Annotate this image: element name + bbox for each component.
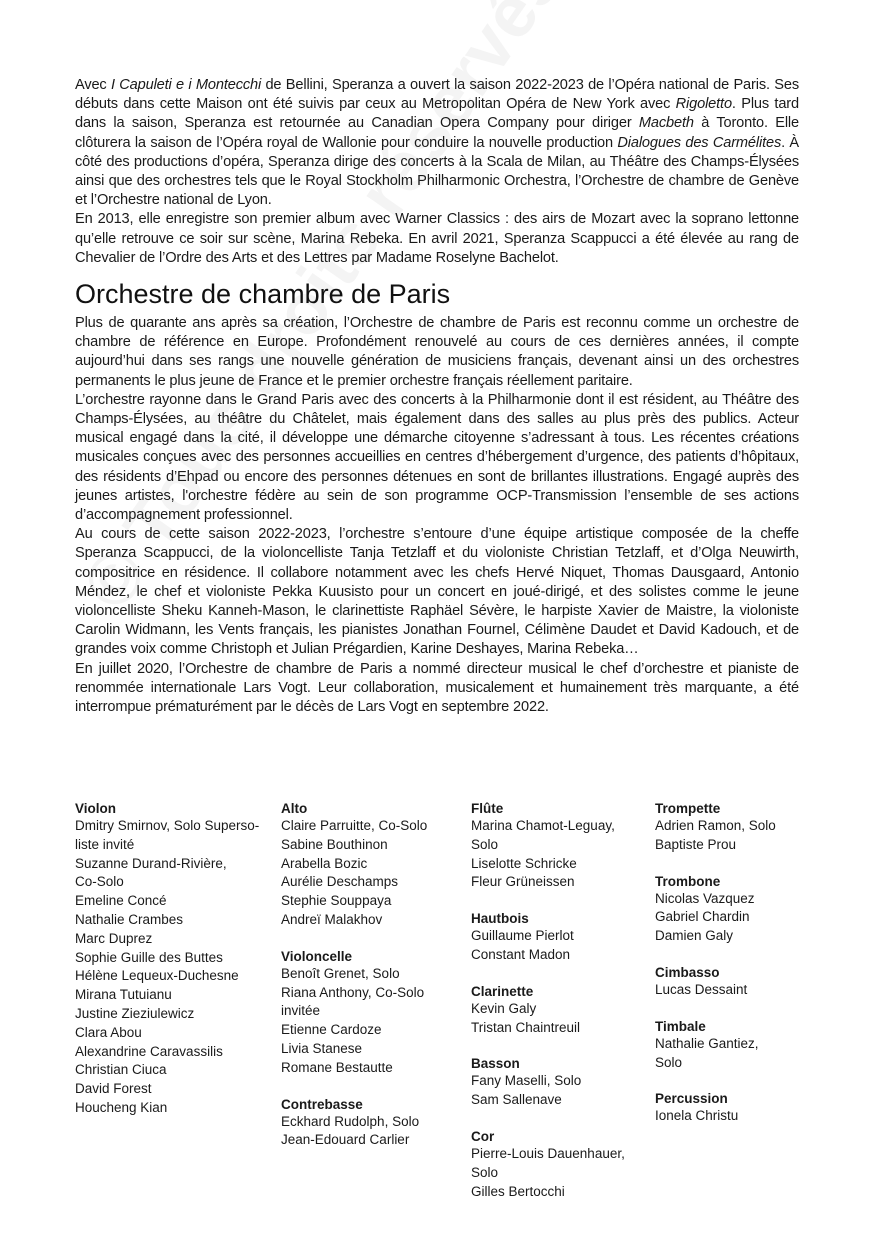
- musician-name: Andreï Malakhov: [281, 911, 383, 927]
- section-group: [471, 910, 651, 965]
- section-group: [281, 1096, 466, 1151]
- section-group: [655, 1018, 835, 1073]
- musician-name: Claire Parruitte, Co-Solo: [281, 818, 428, 833]
- section-heading: Timbale: [655, 1018, 706, 1034]
- musician-name: Ionela Christu: [655, 1108, 739, 1124]
- section-group: [471, 983, 651, 1038]
- musician-name: invitée: [281, 1003, 321, 1019]
- musician-name: Benoît Grenet, Solo: [281, 965, 400, 981]
- section-group: [655, 1090, 835, 1126]
- musician-name: Constant Madon: [471, 946, 571, 962]
- musician-name: Tristan Chaintreuil: [471, 1019, 581, 1035]
- musician-name: Gabriel Chardin: [655, 909, 750, 925]
- musician-name: Lucas Dessaint: [655, 981, 748, 997]
- musician-name: Hélène Lequeux-Duchesne: [75, 968, 239, 984]
- section-heading: Flûte: [471, 801, 504, 816]
- musician-name: Marc Duprez: [75, 930, 153, 946]
- musician-name: Justine Zieziulewicz: [75, 1005, 195, 1021]
- musician-name: Baptiste Prou: [655, 836, 737, 852]
- roster-column: [471, 800, 651, 1219]
- musician-name: Solo: [471, 1164, 499, 1180]
- musician-name: Sabine Bouthinon: [281, 836, 388, 852]
- orchestra-roster: [75, 800, 835, 1199]
- section-heading: Percussion: [655, 1091, 728, 1107]
- musician-name: Adrien Ramon, Solo: [655, 818, 776, 833]
- section-paragraph: L’orchestre rayonne dans le Grand Paris avec des concerts à la Philharmonie dont il est résident, au Théâtre des Champs-Élysées, au théâtre du Châtelet, mais également dans des salles au plus près des publics. Acteur musical engagé dans la cité, il développe une démarche citoyenne s’adressant à tous. Les récentes créations musicales conçues avec des personnes accueillies en centres d’hébergement d’urgence, des patients d’hôpitaux, des résidents d’Ehpad ou encore des personnes détenues en sont de brillantes illustrations. Engagé auprès des jeunes artistes, l'orchestre fédère au sein de son programme OCP-Transmission l’ensemble de ses actions d’accompagnement professionnel.: [75, 391, 799, 524]
- musician-name: Stephie Souppaya: [281, 893, 392, 909]
- section-heading: Hautbois: [471, 911, 529, 927]
- musician-name: Dmitry Smirnov, Solo Superso-: [75, 818, 260, 833]
- section-group: [75, 800, 275, 1118]
- document-page: [75, 76, 799, 717]
- section-title: Orchestre de chambre de Paris: [75, 279, 451, 310]
- musician-name: Guillaume Pierlot: [471, 928, 574, 944]
- section-group: [655, 800, 835, 855]
- musician-name: Damien Galy: [655, 928, 734, 944]
- musician-name: Kevin Galy: [471, 1000, 537, 1016]
- musician-name: Suzanne Durand-Rivière,: [75, 855, 227, 871]
- musician-name: Solo: [655, 1054, 683, 1070]
- section-paragraph: En juillet 2020, l’Orchestre de chambre de Paris a nommé directeur musical le chef d’orchestre et pianiste de renommée internationale Lars Vogt. Leur collaboration, musicalement et humainement très marquante, a été interrompue prématurément par le décès de Lars Vogt en septembre 2022.: [75, 660, 799, 716]
- section-heading: Cor: [471, 1128, 495, 1144]
- musician-name: Houcheng Kian: [75, 1099, 168, 1115]
- musician-name: Gilles Bertocchi: [471, 1183, 565, 1199]
- musician-name: David Forest: [75, 1081, 152, 1097]
- musician-name: Aurélie Deschamps: [281, 874, 399, 890]
- roster-column: [655, 800, 835, 1144]
- musician-name: Romane Bestautte: [281, 1059, 393, 1075]
- section-heading: Trompette: [655, 801, 721, 816]
- musician-name: Nathalie Crambes: [75, 911, 184, 927]
- section-heading: Trombone: [655, 873, 721, 889]
- musician-name: Sam Sallenave: [471, 1092, 562, 1108]
- musician-name: Clara Abou: [75, 1024, 142, 1040]
- section-group: [655, 873, 835, 946]
- section-group: [471, 800, 651, 892]
- musician-name: Mirana Tutuianu: [75, 987, 172, 1003]
- musician-name: Solo: [471, 836, 499, 852]
- section-heading: Alto: [281, 801, 308, 816]
- musician-name: Riana Anthony, Co-Solo: [281, 984, 425, 1000]
- section-heading: Violoncelle: [281, 948, 353, 964]
- section-heading: Contrebasse: [281, 1096, 363, 1112]
- section-group: [471, 1055, 651, 1110]
- musician-name: Alexandrine Caravassilis: [75, 1043, 223, 1059]
- musician-name: Christian Ciuca: [75, 1062, 167, 1078]
- musician-name: Fleur Grüneissen: [471, 874, 575, 890]
- musician-name: Marina Chamot-Leguay,: [471, 818, 615, 833]
- roster-column: [281, 800, 466, 1168]
- musician-name: Pierre-Louis Dauenhauer,: [471, 1145, 625, 1161]
- musician-name: Sophie Guille des Buttes: [75, 949, 223, 965]
- musician-name: Nathalie Gantiez,: [655, 1035, 759, 1051]
- section-group: [281, 948, 466, 1078]
- section-group: [471, 1128, 651, 1201]
- section-paragraph: Plus de quarante ans après sa création, l’Orchestre de chambre de Paris est reconnu comme un orchestre de chambre de référence en Europe. Profondément renouvelé au cours de ces dernières années, il compte aujourd’hui dans ses rangs une nouvelle génération de musiciens français, devenant ainsi un des orchestres permanents le plus jeune de France et le premier orchestre français réellement paritaire.: [75, 315, 799, 389]
- musician-name: Co-Solo: [75, 874, 124, 890]
- musician-name: Etienne Cardoze: [281, 1022, 382, 1038]
- section-heading: Cimbasso: [655, 964, 720, 980]
- intro-paragraph-1: Avec I Capuleti e i Montecchi de Bellini, Speranza a ouvert la saison 2022-2023 de l’Opéra national de Paris. Ses débuts dans cette Maison ont été suivis par ceux au Metropolitan Opéra de New York avec Rigoletto. Plus tard dans la saison, Speranza est retournée au Canadian Opera Company pour diriger Macbeth à Toronto. Elle clôturera la saison de l’Opéra royal de Wallonie pour conduire la nouvelle production Dialogues des Carmélites. À côté des productions d’opéra, Speranza dirige des concerts à la Scala de Milan, au Théâtre des Champs-Élysées ainsi que des orchestres tels que le Royal Stockholm Philharmonic Orchestra, l’Orchestre de chambre de Genève et l’Orchestre national de Lyon.: [75, 77, 799, 209]
- section-paragraph: Au cours de cette saison 2022-2023, l’orchestre s’entoure d’une équipe artistique composée de la cheffe Speranza Scappucci, de la violoncelliste Tanja Tetzlaff et du violoniste Christian Tetzlaff, et d’Olga Neuwirth, compositrice en résidence. Il collabore notamment avec les chefs Hervé Niquet, Thomas Dausgaard, Antonio Méndez, le chef et violoniste Pekka Kuusisto pour un concert en joué-dirigé, et des solistes comme le jeune violoncelliste Sheku Kanneh-Mason, le clarinettiste Raphäel Sévère, le harpiste Xavier de Maistre, la violoniste Carolin Widmann, les Vents français, les pianistes Jonathan Fournel, Célimène Daudet et David Kadouch, et de grandes voix comme Christoph et Julian Prégardien, Karine Deshayes, Marina Rebeka…: [75, 526, 799, 658]
- roster-column: [75, 800, 275, 1136]
- section-heading: Clarinette: [471, 983, 534, 999]
- section-group: [281, 800, 466, 930]
- musician-name: Emeline Concé: [75, 893, 167, 909]
- musician-name: liste invité: [75, 836, 135, 852]
- musician-name: Livia Stanese: [281, 1040, 363, 1056]
- intro-paragraph-2: En 2013, elle enregistre son premier album avec Warner Classics : des airs de Mozart avec la soprano lettonne qu’elle retrouve ce soir sur scène, Marina Rebeka. En avril 2021, Speranza Scappucci a été élevée au rang de Chevalier de l’Ordre des Arts et des Lettres par Madame Roselyne Bachelot.: [75, 211, 799, 266]
- section-heading: Basson: [471, 1056, 520, 1072]
- section-group: [655, 964, 835, 1000]
- musician-name: Nicolas Vazquez: [655, 890, 755, 906]
- musician-name: Liselotte Schricke: [471, 855, 577, 871]
- musician-name: Fany Maselli, Solo: [471, 1073, 582, 1089]
- musician-name: Eckhard Rudolph, Solo: [281, 1113, 420, 1129]
- section-heading: Violon: [75, 801, 117, 816]
- musician-name: Jean-Edouard Carlier: [281, 1132, 410, 1148]
- musician-name: Arabella Bozic: [281, 855, 368, 871]
